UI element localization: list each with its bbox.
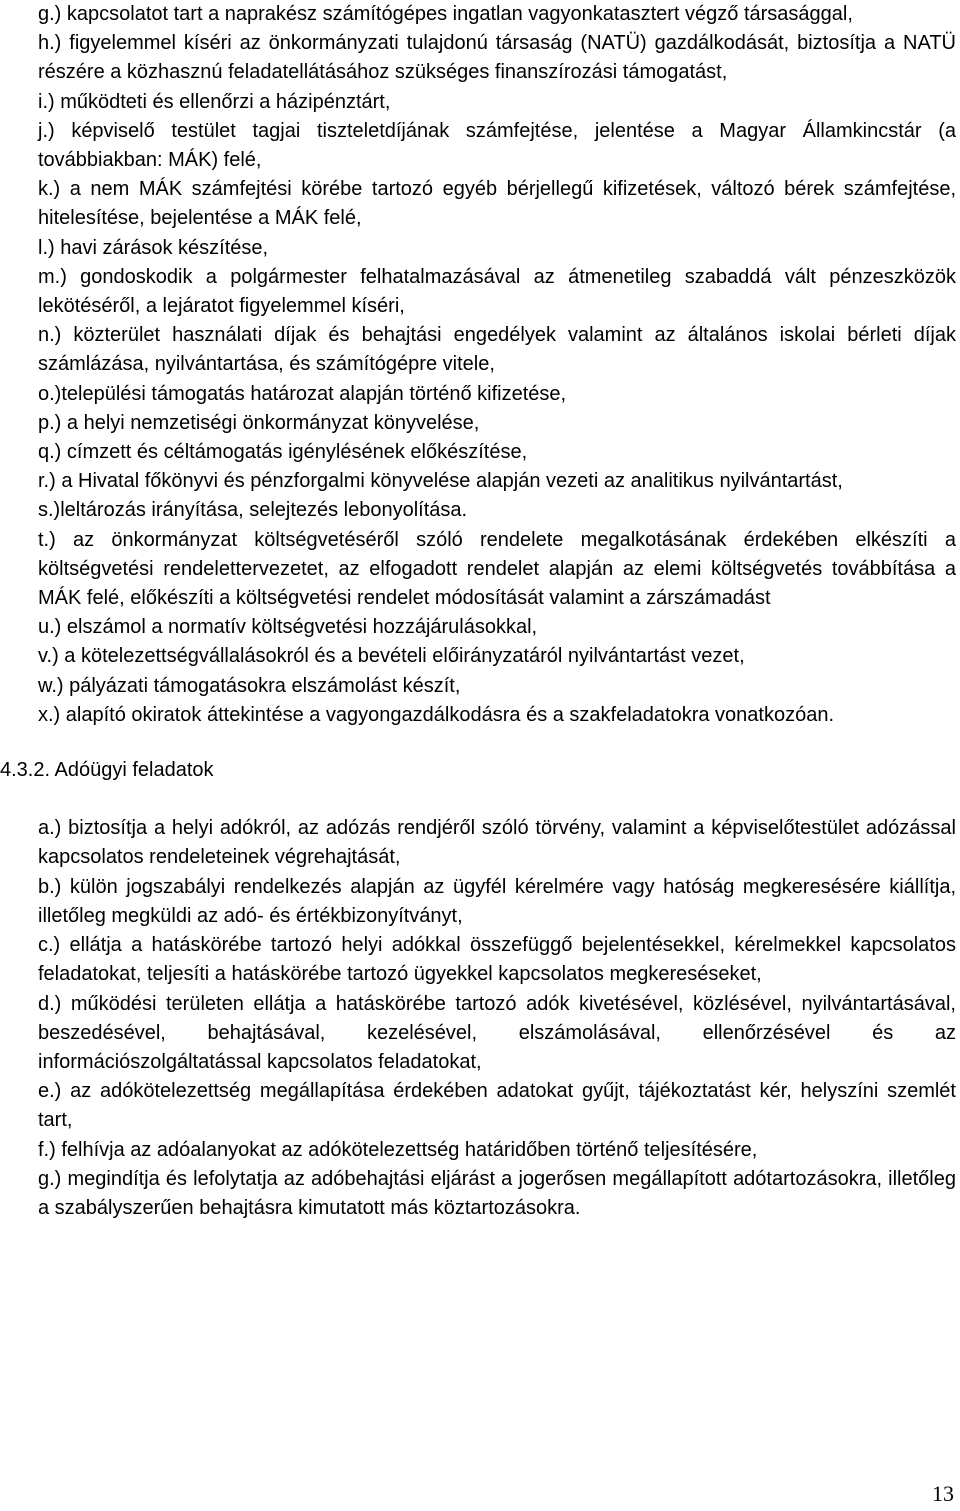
section-heading: 4.3.2. Adóügyi feladatok: [0, 759, 214, 782]
spacer: [38, 730, 956, 756]
list-item: g.) kapcsolatot tart a naprakész számítógépes ingatlan vagyonkatasztert végző társasággal,: [38, 3, 853, 25]
list-item: o.)települési támogatás határozat alapján történő kifizetése,: [38, 382, 567, 405]
list-item: m.) gondoskodik a polgármester felhatalmazásával az átmenetileg szabaddá vált pénzeszközök lekötéséről, a lejáratot figyelemmel kíséri,: [38, 265, 956, 318]
list-item: n.) közterület használati díjak és behajtási engedélyek valamint az általános iskolai bérleti díjak számlázása, nyilvántartása, és számítógépre vitele,: [38, 324, 956, 376]
list-item: t.) az önkormányzat költségvetéséről szóló rendelete megalkotásának érdekében elkészíti a költségvetési rendelettervezetet, az elfogadott rendelet alapján az elemi költségvetés továbbítása a MÁK felé, előkészíti a költségvetési rendelet módosítását valamint a zárszámadást: [38, 528, 956, 610]
list-item: a.) biztosítja a helyi adókról, az adózás rendjéről szóló törvény, valamint a képviselőtestület adózással kapcsolatos rendeleteinek végrehajtását,: [38, 817, 956, 869]
list-item: l.) havi zárások készítése,: [38, 236, 269, 259]
list-item: s.)leltározás irányítása, selejtezés lebonyolítása.: [38, 499, 468, 522]
list-item: e.) az adókötelezettség megállapítása érdekében adatokat gyűjt, tájékoztatást kér, helyszíni szemlét tart,: [38, 1080, 956, 1132]
list-item: g.) megindítja és lefolytatja az adóbehajtási eljárást a jogerősen megállapított adótartozásokra, illetőleg a szabályszerűen behajtásra kimutatott más köztartozásokra.: [38, 1167, 956, 1219]
list-item: q.) címzett és céltámogatás igénylésének előkészítése,: [38, 441, 528, 464]
list-item: c.) ellátja a hatáskörébe tartozó helyi adókkal összefüggő bejelentésekkel, kérelmekkel kapcsolatos feladatokat, teljesíti a hatáskörébe tartozó ügyekkel kapcsolatos megkereséseket,: [38, 934, 956, 986]
list-item: d.) működési területen ellátja a hatáskörébe tartozó adók kivetésével, közlésével, nyilvántartásával, beszedésével, behajtásával, kezelésével, elszámolásával, ellenőrzésével és az információszolgáltatással kapcsolatos feladatokat,: [38, 992, 956, 1073]
list-item: p.) a helyi nemzetiségi önkormányzat könyvelése,: [38, 411, 480, 434]
list-item: f.) felhívja az adóalanyokat az adókötelezettség határidőben történő teljesítésére,: [38, 1138, 758, 1161]
task-list-financial: [38, 0, 956, 730]
task-list-tax: [38, 814, 956, 1223]
list-item: k.) a nem MÁK számfejtési körébe tartozó egyéb bérjellegű kifizetések, változó bérek számfejtése, hitelesítése, bejelentése a MÁK felé,: [38, 178, 956, 230]
list-item: h.) figyelemmel kíséri az önkormányzati tulajdonú társaság (NATÜ) gazdálkodását, biztosítja a NATÜ részére a közhasznú feladatellátásához szükséges finanszírozási támogatást,: [38, 32, 956, 84]
list-item: i.) működteti és ellenőrzi a házipénztárt,: [38, 90, 391, 113]
spacer: [38, 785, 956, 814]
list-item: b.) külön jogszabályi rendelkezés alapján az ügyfél kérelmére vagy hatóság megkeresésére kiállítja, illetőleg megküldi az adó- és értékbizonyítványt,: [38, 875, 956, 927]
list-item: r.) a Hivatal főkönyvi és pénzforgalmi könyvelése alapján vezeti az analitikus nyilvántartást,: [38, 470, 843, 493]
list-item: v.) a kötelezettségvállalásokról és a bevételi előirányzatáról nyilvántartást vezet,: [38, 645, 745, 668]
list-item: j.) képviselő testület tagjai tiszteletdíjának számfejtése, jelentése a Magyar Államkincstár (a továbbiakban: MÁK) felé,: [38, 119, 956, 172]
page-number: 13: [932, 1481, 954, 1506]
list-item: w.) pályázati támogatásokra elszámolást készít,: [38, 674, 461, 697]
list-item: u.) elszámol a normatív költségvetési hozzájárulásokkal,: [38, 616, 538, 639]
list-item: x.) alapító okiratok áttekintése a vagyongazdálkodásra és a szakfeladatokra vonatkozóan.: [38, 703, 835, 726]
